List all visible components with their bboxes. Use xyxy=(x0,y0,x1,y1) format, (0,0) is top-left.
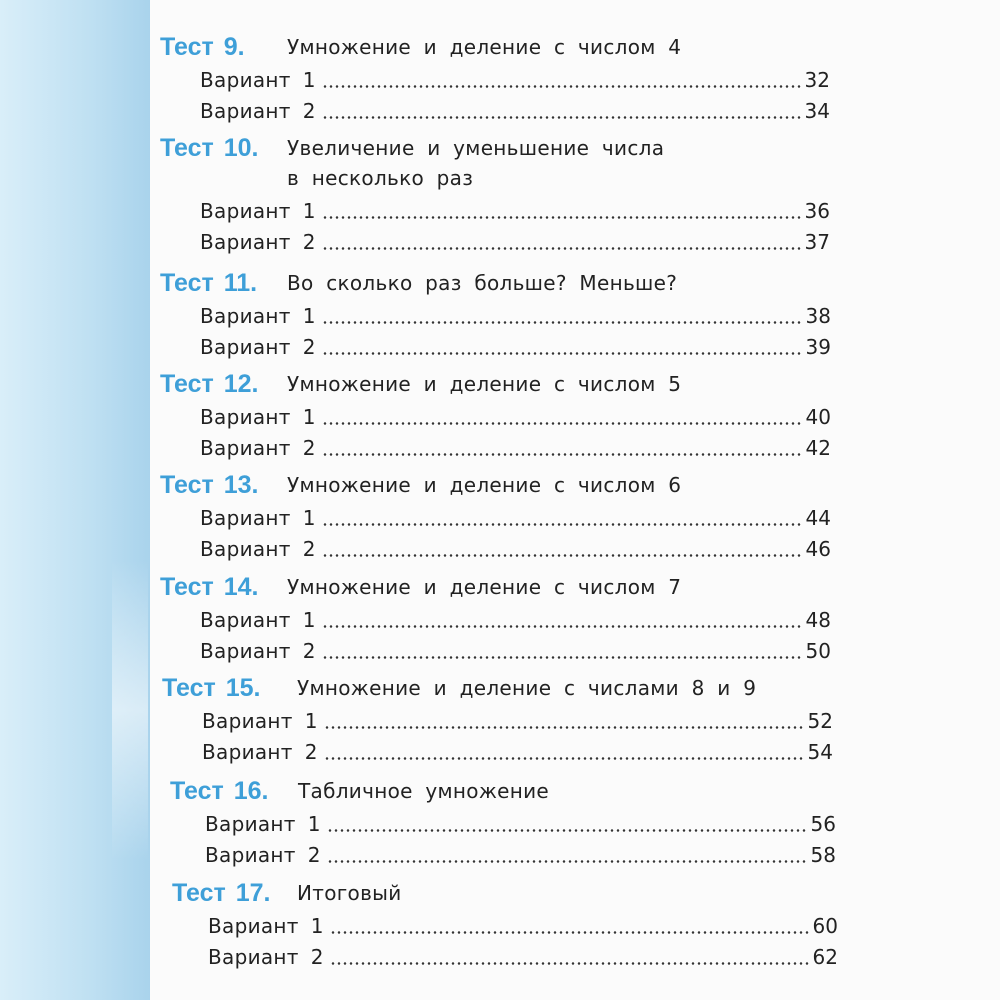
variant-label xyxy=(205,840,321,870)
variant-row[interactable] xyxy=(200,402,831,432)
test-topic: Умножение и деление с числом 4 xyxy=(287,35,682,59)
page-number: 32 xyxy=(804,68,830,92)
page-number: 42 xyxy=(805,436,831,460)
test-topic: Во сколько раз больше? Меньше? xyxy=(287,271,678,295)
variant-word: Вариант xyxy=(200,506,291,530)
dot-leader xyxy=(322,216,801,219)
dot-leader xyxy=(330,962,809,965)
variant-word: Вариант xyxy=(200,68,291,92)
test-number: 14. xyxy=(223,573,259,601)
variant-label xyxy=(200,503,316,533)
dot-leader xyxy=(322,85,801,88)
dot-leader xyxy=(327,829,807,832)
page-number: 37 xyxy=(804,230,830,254)
variant-word: Вариант xyxy=(208,914,299,938)
dot-leader xyxy=(324,757,804,760)
variant-word: Вариант xyxy=(200,199,291,223)
variant-number: 1 xyxy=(302,506,316,530)
test-topic: в несколько раз xyxy=(287,166,474,190)
variant-label xyxy=(200,605,316,635)
variant-label xyxy=(200,196,316,226)
variant-label xyxy=(200,96,316,126)
variant-word: Вариант xyxy=(200,436,291,460)
variant-word: Вариант xyxy=(200,335,291,359)
test-label xyxy=(160,133,259,163)
page-number: 54 xyxy=(807,740,833,764)
dot-leader xyxy=(322,116,801,119)
test-prefix: Тест xyxy=(160,269,214,297)
test-label xyxy=(160,572,259,602)
variant-row[interactable] xyxy=(200,534,831,564)
test-topic: Увеличение и уменьшение числа xyxy=(287,136,665,160)
variant-number: 1 xyxy=(302,68,316,92)
variant-label xyxy=(205,809,321,839)
variant-number: 2 xyxy=(302,335,316,359)
test-prefix: Тест xyxy=(170,777,224,805)
variant-word: Вариант xyxy=(202,709,293,733)
variant-word: Вариант xyxy=(200,99,291,123)
variant-number: 2 xyxy=(302,99,316,123)
test-topic: Табличное умножение xyxy=(298,779,550,803)
variant-row[interactable] xyxy=(200,332,831,362)
page-number: 46 xyxy=(805,537,831,561)
test-number: 17. xyxy=(235,879,271,907)
variant-row[interactable] xyxy=(200,301,831,331)
dot-leader xyxy=(324,726,804,729)
variant-row[interactable] xyxy=(200,503,831,533)
page-number: 44 xyxy=(805,506,831,530)
variant-number: 2 xyxy=(302,639,316,663)
dot-leader xyxy=(322,321,802,324)
variant-label xyxy=(200,636,316,666)
test-topic: Умножение и деление с числом 7 xyxy=(287,575,682,599)
variant-word: Вариант xyxy=(200,230,291,254)
page-number: 50 xyxy=(805,639,831,663)
variant-row[interactable] xyxy=(208,911,838,941)
variant-word: Вариант xyxy=(205,812,296,836)
variant-row[interactable] xyxy=(200,433,831,463)
variant-number: 1 xyxy=(307,812,321,836)
page-number: 62 xyxy=(812,945,838,969)
variant-row[interactable] xyxy=(200,196,830,226)
page-number: 39 xyxy=(805,335,831,359)
page-number: 36 xyxy=(804,199,830,223)
variant-row[interactable] xyxy=(202,737,833,767)
page-number: 48 xyxy=(805,608,831,632)
variant-label xyxy=(200,227,316,257)
variant-label xyxy=(200,402,316,432)
variant-row[interactable] xyxy=(200,227,830,257)
test-number: 9. xyxy=(223,33,245,61)
variant-word: Вариант xyxy=(200,639,291,663)
variant-word: Вариант xyxy=(202,740,293,764)
dot-leader xyxy=(322,625,802,628)
page-number: 60 xyxy=(812,914,838,938)
dot-leader xyxy=(322,523,802,526)
test-number: 13. xyxy=(223,471,259,499)
variant-number: 2 xyxy=(310,945,324,969)
page-number: 56 xyxy=(810,812,836,836)
test-number: 11. xyxy=(223,269,258,297)
variant-word: Вариант xyxy=(200,608,291,632)
test-label xyxy=(172,878,271,908)
dot-leader xyxy=(322,352,802,355)
variant-row[interactable] xyxy=(200,65,830,95)
dot-leader xyxy=(322,247,801,250)
test-prefix: Тест xyxy=(162,674,216,702)
test-prefix: Тест xyxy=(160,573,214,601)
variant-label xyxy=(208,942,324,972)
variant-row[interactable] xyxy=(205,809,836,839)
test-number: 12. xyxy=(223,370,259,398)
page-number: 52 xyxy=(807,709,833,733)
variant-number: 2 xyxy=(302,230,316,254)
variant-label xyxy=(200,332,316,362)
page-number: 58 xyxy=(810,843,836,867)
dot-leader xyxy=(322,422,802,425)
test-label xyxy=(160,470,259,500)
variant-number: 2 xyxy=(304,740,318,764)
dot-leader xyxy=(327,860,807,863)
dot-leader xyxy=(322,554,802,557)
variant-word: Вариант xyxy=(200,537,291,561)
test-prefix: Тест xyxy=(160,370,214,398)
variant-number: 2 xyxy=(302,436,316,460)
dot-leader xyxy=(330,931,809,934)
variant-label xyxy=(202,737,318,767)
variant-row[interactable] xyxy=(200,605,831,635)
test-label xyxy=(162,673,261,703)
variant-label xyxy=(200,534,316,564)
variant-number: 1 xyxy=(304,709,318,733)
variant-number: 1 xyxy=(302,405,316,429)
test-prefix: Тест xyxy=(160,33,214,61)
variant-word: Вариант xyxy=(205,843,296,867)
variant-label xyxy=(202,706,318,736)
variant-row[interactable] xyxy=(200,636,831,666)
variant-number: 2 xyxy=(307,843,321,867)
test-number: 10. xyxy=(223,134,259,162)
page-number: 40 xyxy=(805,405,831,429)
test-topic: Умножение и деление с числами 8 и 9 xyxy=(297,676,757,700)
variant-label xyxy=(200,65,316,95)
variant-number: 2 xyxy=(302,537,316,561)
variant-label xyxy=(200,301,316,331)
variant-word: Вариант xyxy=(200,405,291,429)
variant-label xyxy=(208,911,324,941)
variant-row[interactable] xyxy=(208,942,838,972)
test-topic: Итоговый xyxy=(297,881,402,905)
dot-leader xyxy=(322,453,802,456)
page-number: 38 xyxy=(805,304,831,328)
page-number: 34 xyxy=(804,99,830,123)
test-topic: Умножение и деление с числом 5 xyxy=(287,372,682,396)
variant-row[interactable] xyxy=(202,706,833,736)
variant-number: 1 xyxy=(310,914,324,938)
variant-label xyxy=(200,433,316,463)
test-prefix: Тест xyxy=(160,134,214,162)
test-label xyxy=(160,268,257,298)
variant-number: 1 xyxy=(302,304,316,328)
test-topic: Умножение и деление с числом 6 xyxy=(287,473,682,497)
test-number: 15. xyxy=(225,674,261,702)
test-label xyxy=(160,32,245,62)
variant-row[interactable] xyxy=(200,96,830,126)
variant-word: Вариант xyxy=(200,304,291,328)
variant-word: Вариант xyxy=(208,945,299,969)
test-prefix: Тест xyxy=(160,471,214,499)
variant-row[interactable] xyxy=(205,840,836,870)
dot-leader xyxy=(322,656,802,659)
variant-number: 1 xyxy=(302,608,316,632)
test-number: 16. xyxy=(233,777,269,805)
test-label xyxy=(160,369,259,399)
test-prefix: Тест xyxy=(172,879,226,907)
test-label xyxy=(170,776,269,806)
variant-number: 1 xyxy=(302,199,316,223)
